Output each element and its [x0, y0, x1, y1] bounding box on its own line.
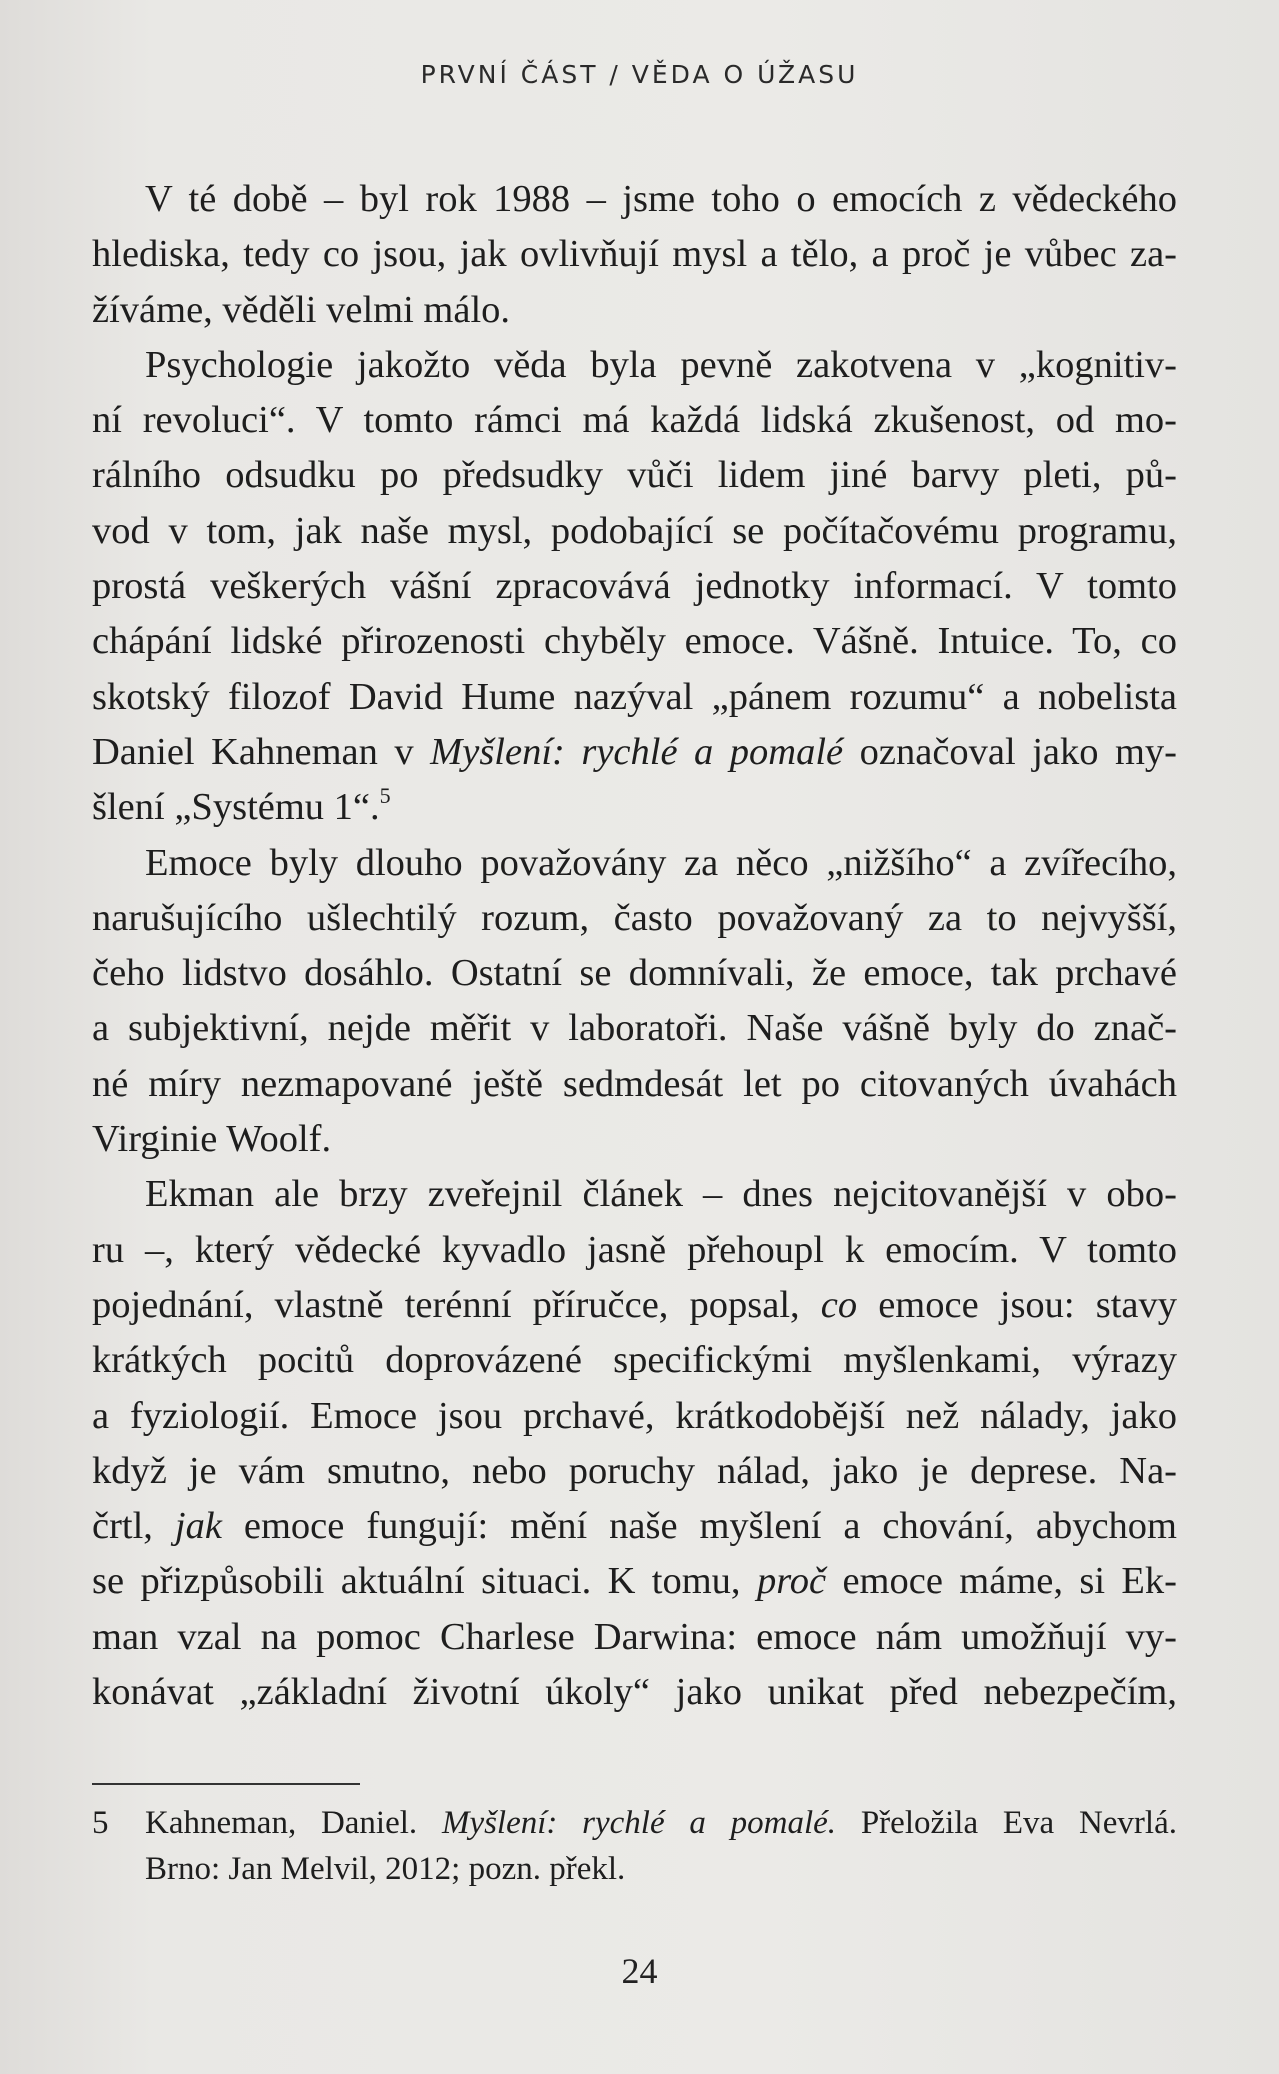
- p3-line-1: Emoce byly dlouho považovány za něco „nižšího“ a zvířecího,: [145, 841, 1177, 884]
- p4-line-7: [92, 1499, 1177, 1554]
- p4-line-7-text-b: emoce fungují: mění naše myšlení a chování, abychom: [221, 1505, 1177, 1548]
- book-title-myslenni: Myšlení: rychlé a pomalé: [430, 730, 844, 773]
- p4-line-3: [92, 1278, 1177, 1333]
- p4-line-6: když je vám smutno, nebo poruchy nálad, jako je deprese. Na-: [92, 1449, 1177, 1492]
- footnote-divider: [92, 1783, 360, 1785]
- p2-line-8-text-b: označoval jako my-: [843, 730, 1177, 773]
- p2-line-8-text-a: Daniel Kahneman v: [92, 730, 431, 773]
- p4-line-10: konávat „základní životní úkoly“ jako unikat před nebezpečím,: [92, 1671, 1177, 1714]
- p2-line-3: rálního odsudku po předsudky vůči lidem jiné barvy pleti, pů-: [92, 454, 1177, 497]
- p4-line-5: a fyziologií. Emoce jsou prchavé, krátkodobější než nálady, jako: [92, 1394, 1177, 1437]
- p4-line-8: [92, 1554, 1177, 1609]
- p2-line-5: prostá veškerých vášní zpracovává jednotky informací. V tomto: [92, 565, 1177, 608]
- p1-line-2: hlediska, tedy co jsou, jak ovlivňují mysl a tělo, a proč je vůbec za-: [92, 233, 1177, 276]
- p1-line-1: V té době – byl rok 1988 – jsme toho o emocích z vědeckého: [145, 178, 1177, 220]
- p3-line-3: čeho lidstvo dosáhlo. Ostatní se domnívali, že emoce, tak prchavé: [92, 952, 1177, 995]
- p2-line-1: Psychologie jakožto věda byla pevně zakotvena v „kognitiv-: [145, 343, 1177, 386]
- p4-line-8-text-b: emoce máme, si Ek-: [826, 1560, 1177, 1603]
- emphasis-jak: jak: [174, 1505, 222, 1548]
- page-number: 24: [621, 1951, 658, 1991]
- p2-line-2: ní revoluci“. V tomto rámci má každá lidská zkušenost, od mo-: [92, 399, 1177, 442]
- footnote-text-b: Přeložila Eva Nevrlá.: [836, 1805, 1177, 1841]
- p4-line-7-text-a: črtl,: [92, 1505, 175, 1548]
- p2-line-8: [92, 725, 1177, 780]
- p3-line-5: né míry nezmapované ještě sedmdesát let po citovaných úvahách: [92, 1062, 1177, 1105]
- p2-line-9: [92, 780, 1177, 835]
- footnote-line-2: Brno: Jan Melvil, 2012; pozn. překl.: [145, 1851, 626, 1887]
- body-text: [92, 172, 1177, 1720]
- footnotes: [92, 1800, 1177, 1892]
- footnote-line-1: [92, 1800, 1177, 1846]
- footnote-text-a: Kahneman, Daniel.: [145, 1805, 442, 1841]
- footnote-reference: 5: [379, 783, 391, 809]
- p2-line-6: chápání lidské přirozenosti chyběly emoce. Vášně. Intuice. To, co: [92, 620, 1177, 663]
- p2-line-7: skotský filozof David Hume nazýval „pánem rozumu“ a nobelista: [92, 675, 1177, 718]
- p3-line-2: narušujícího ušlechtilý rozum, často považovaný za to nejvyšší,: [92, 896, 1177, 939]
- emphasis-proc: proč: [756, 1560, 827, 1603]
- p3-line-6: Virginie Woolf.: [92, 1118, 332, 1161]
- p4-line-2: ru –, který vědecké kyvadlo jasně přehoupl k emocím. V tomto: [92, 1228, 1177, 1271]
- footnote-book-title: Myšlení: rychlé a pomalé.: [441, 1805, 837, 1841]
- running-head: PRVNÍ ČÁST / VĚDA O ÚŽASU: [420, 60, 859, 89]
- p3-line-4: a subjektivní, nejde měřit v laboratoři. Naše vášně byly do znač-: [92, 1007, 1177, 1050]
- p2-line-9-text: šlení „Systému 1“.: [92, 786, 380, 829]
- emphasis-co: co: [820, 1283, 858, 1326]
- p4-line-3-text-a: pojednání, vlastně terénní příručce, popsal,: [92, 1283, 821, 1326]
- p4-line-4: krátkých pocitů doprovázené specifickými myšlenkami, výrazy: [92, 1339, 1177, 1382]
- p1-line-3: žíváme, věděli velmi málo.: [92, 288, 511, 331]
- p4-line-3-text-b: emoce jsou: stavy: [857, 1283, 1177, 1326]
- p4-line-1: Ekman ale brzy zveřejnil článek – dnes nejcitovanější v obo-: [145, 1173, 1177, 1216]
- footnote-number: 5: [92, 1805, 109, 1841]
- p2-line-4: vod v tom, jak naše mysl, podobající se počítačovému programu,: [92, 509, 1177, 552]
- p4-line-9: man vzal na pomoc Charlese Darwina: emoce nám umožňují vy-: [92, 1615, 1177, 1658]
- p4-line-8-text-a: se přizpůsobili aktuální situaci. K tomu,: [92, 1560, 757, 1603]
